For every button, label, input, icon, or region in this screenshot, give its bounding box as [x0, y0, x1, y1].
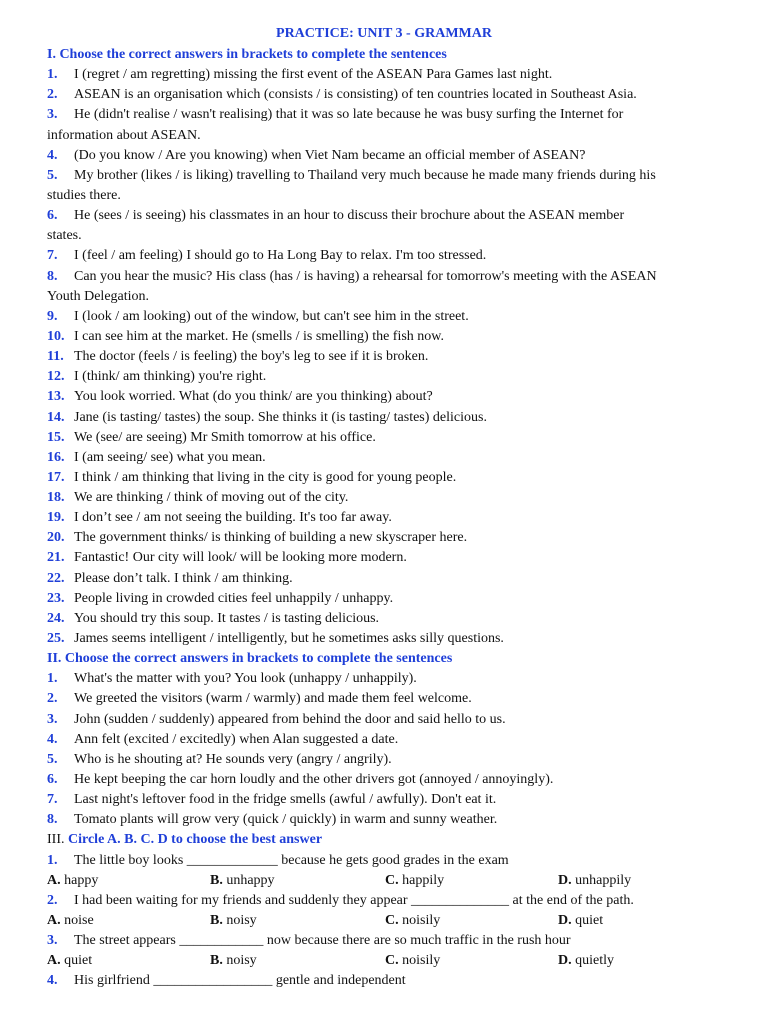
option-text: happily — [398, 873, 445, 888]
section-3-question — [47, 851, 737, 871]
answer-option[interactable] — [558, 871, 631, 891]
question-text-continued: studies there. — [47, 188, 121, 203]
section-heading-text: Circle A. B. C. D to choose the best answer — [68, 832, 323, 847]
section-2-question — [47, 669, 737, 689]
question-number: 17. — [47, 470, 65, 485]
section-2-question — [47, 710, 737, 730]
question-text: He (didn't realise / wasn't realising) that it was so late because he was busy surfing the Internet for — [74, 107, 624, 122]
question-number: 8. — [47, 269, 58, 284]
question-text: Who is he shouting at? He sounds very (angry / angrily). — [74, 752, 392, 767]
question-number: 13. — [47, 389, 65, 404]
section-1-question — [47, 347, 737, 367]
question-text: I don’t see / am not seeing the building. It's too far away. — [74, 510, 392, 525]
option-text: noise — [60, 913, 94, 928]
question-text: Jane (is tasting/ tastes) the soup. She thinks it (is tasting/ tastes) delicious. — [74, 410, 487, 425]
question-text: I (feel / am feeling) I should go to Ha Long Bay to relax. I'm too stressed. — [74, 248, 487, 263]
answer-option[interactable] — [47, 871, 98, 891]
question-text: I (think/ am thinking) you're right. — [74, 369, 267, 384]
question-number: 25. — [47, 631, 65, 646]
section-heading-text: II. Choose the correct answers in brackets to complete the sentences — [47, 651, 453, 666]
section-1-question — [47, 589, 737, 609]
answer-option[interactable] — [210, 911, 257, 931]
question-text: The little boy looks _____________ because he gets good grades in the exam — [74, 853, 509, 868]
question-number: 2. — [47, 87, 58, 102]
section-1-question — [47, 609, 737, 629]
section-2-question — [47, 689, 737, 709]
question-number: 24. — [47, 611, 65, 626]
question-text: The street appears ____________ now because there are so much traffic in the rush hour — [74, 933, 571, 948]
option-text: noisily — [398, 953, 441, 968]
option-letter: A. — [47, 913, 61, 928]
option-letter: A. — [47, 953, 61, 968]
section-3-question — [47, 891, 737, 911]
section-1-question — [47, 327, 737, 347]
answer-option[interactable] — [210, 951, 257, 971]
question-text: Can you hear the music? His class (has / is having) a rehearsal for tomorrow's meeting with the ASEAN — [74, 269, 657, 284]
option-letter: C. — [385, 913, 399, 928]
question-text: I (am seeing/ see) what you mean. — [74, 450, 266, 465]
section-1-question — [47, 367, 737, 387]
question-text: I can see him at the market. He (smells / is smelling) the fish now. — [74, 329, 445, 344]
question-text: You should try this soup. It tastes / is tasting delicious. — [74, 611, 380, 626]
question-text-continued: information about ASEAN. — [47, 128, 201, 143]
option-text: unhappily — [571, 873, 632, 888]
question-number: 7. — [47, 792, 58, 807]
option-text: unhappy — [222, 873, 275, 888]
question-text: His girlfriend _________________ gentle and independent — [74, 973, 406, 988]
answer-options — [47, 911, 737, 931]
section-2-question — [47, 750, 737, 770]
question-number: 18. — [47, 490, 65, 505]
question-number: 2. — [47, 893, 58, 908]
question-number: 3. — [47, 933, 58, 948]
question-text: I had been waiting for my friends and suddenly they appear ______________ at the end of the path. — [74, 893, 634, 908]
question-number: 16. — [47, 450, 65, 465]
answer-option[interactable] — [558, 951, 614, 971]
question-number: 14. — [47, 410, 65, 425]
question-number: 20. — [47, 530, 65, 545]
section-1-question — [47, 267, 737, 287]
question-number: 23. — [47, 591, 65, 606]
option-text: noisy — [222, 953, 257, 968]
answer-option[interactable] — [47, 951, 92, 971]
option-letter: D. — [558, 953, 572, 968]
question-number: 9. — [47, 309, 58, 324]
question-number: 4. — [47, 973, 58, 988]
section-1-question — [47, 105, 737, 125]
question-text: Last night's leftover food in the fridge smells (awful / awfully). Don't eat it. — [74, 792, 497, 807]
section-1-question — [47, 65, 737, 85]
option-letter: C. — [385, 953, 399, 968]
question-text: We greeted the visitors (warm / warmly) and made them feel welcome. — [74, 691, 472, 706]
answer-option[interactable] — [385, 951, 440, 971]
question-text-continued: Youth Delegation. — [47, 289, 150, 304]
question-number: 21. — [47, 550, 65, 565]
section-1-question — [47, 508, 737, 528]
question-number: 12. — [47, 369, 65, 384]
section-1-question — [47, 528, 737, 548]
question-text: You look worried. What (do you think/ are you thinking) about? — [74, 389, 433, 404]
section-1-question — [47, 548, 737, 568]
question-text: He kept beeping the car horn loudly and the other drivers got (annoyed / annoyingly). — [74, 772, 554, 787]
question-text: James seems intelligent / intelligently, but he sometimes asks silly questions. — [74, 631, 504, 646]
question-text: (Do you know / Are you knowing) when Viet Nam became an official member of ASEAN? — [74, 148, 586, 163]
question-text: We (see/ are seeing) Mr Smith tomorrow at his office. — [74, 430, 376, 445]
option-text: noisy — [222, 913, 257, 928]
question-text: Please don’t talk. I think / am thinking. — [74, 571, 293, 586]
section-heading-text: I. Choose the correct answers in brackets to complete the sentences — [47, 47, 447, 62]
answer-option[interactable] — [385, 911, 440, 931]
answer-option[interactable] — [385, 871, 444, 891]
section-1-question — [47, 166, 737, 186]
question-number: 19. — [47, 510, 65, 525]
section-2-question — [47, 770, 737, 790]
section-2-question — [47, 810, 737, 830]
answer-options — [47, 871, 737, 891]
section-1-question — [47, 246, 737, 266]
question-number: 6. — [47, 772, 58, 787]
question-text: Fantastic! Our city will look/ will be looking more modern. — [74, 550, 407, 565]
section-3-heading — [47, 830, 737, 850]
section-1-question — [47, 408, 737, 428]
option-letter: B. — [210, 953, 223, 968]
question-text: The government thinks/ is thinking of building a new skyscraper here. — [74, 530, 468, 545]
section-1-question — [47, 387, 737, 407]
section-1-question — [47, 569, 737, 589]
question-number: 1. — [47, 853, 58, 868]
answer-option[interactable] — [210, 871, 275, 891]
question-number: 8. — [47, 812, 58, 827]
section-2-question — [47, 730, 737, 750]
option-text: happy — [60, 873, 99, 888]
question-number: 3. — [47, 712, 58, 727]
question-text-continued: states. — [47, 228, 82, 243]
section-1-question — [47, 206, 737, 226]
answer-option[interactable] — [558, 911, 603, 931]
section-1-question — [47, 85, 737, 105]
question-number: 3. — [47, 107, 58, 122]
question-number: 1. — [47, 671, 58, 686]
question-number: 5. — [47, 168, 58, 183]
option-letter: D. — [558, 873, 572, 888]
question-number: 2. — [47, 691, 58, 706]
section-1-question — [47, 468, 737, 488]
question-text: He (sees / is seeing) his classmates in an hour to discuss their brochure about the ASEAN member — [74, 208, 625, 223]
section-1-question — [47, 448, 737, 468]
answer-option[interactable] — [47, 911, 94, 931]
section-1-question — [47, 488, 737, 508]
option-letter: C. — [385, 873, 399, 888]
section-1-question — [47, 428, 737, 448]
question-number: 15. — [47, 430, 65, 445]
question-text: ASEAN is an organisation which (consists / is consisting) of ten countries located in Southeast Asia. — [74, 87, 637, 102]
question-number: 11. — [47, 349, 64, 364]
question-number: 1. — [47, 67, 58, 82]
option-text: quiet — [60, 953, 93, 968]
question-text: I think / am thinking that living in the city is good for young people. — [74, 470, 457, 485]
option-letter: B. — [210, 913, 223, 928]
question-text: The doctor (feels / is feeling) the boy's leg to see if it is broken. — [74, 349, 429, 364]
section-3-question — [47, 931, 737, 951]
question-text: Ann felt (excited / excitedly) when Alan suggested a date. — [74, 732, 399, 747]
page-title: PRACTICE: UNIT 3 - GRAMMAR — [276, 26, 492, 41]
question-number: 10. — [47, 329, 65, 344]
question-number: 4. — [47, 732, 58, 747]
question-text: I (regret / am regretting) missing the first event of the ASEAN Para Games last night. — [74, 67, 553, 82]
answer-options — [47, 951, 737, 971]
question-text: My brother (likes / is liking) travelling to Thailand very much because he made many friends during his — [74, 168, 656, 183]
question-number: 5. — [47, 752, 58, 767]
option-letter: D. — [558, 913, 572, 928]
section-3-question — [47, 971, 737, 991]
section-2-question — [47, 790, 737, 810]
option-text: noisily — [398, 913, 441, 928]
question-text: I (look / am looking) out of the window, but can't see him in the street. — [74, 309, 469, 324]
option-text: quiet — [571, 913, 604, 928]
section-1-heading — [47, 45, 737, 65]
option-letter: A. — [47, 873, 61, 888]
option-text: quietly — [571, 953, 615, 968]
section-1-question — [47, 629, 737, 649]
section-2-heading — [47, 649, 737, 669]
question-number: 22. — [47, 571, 65, 586]
question-number: 6. — [47, 208, 58, 223]
section-heading-prefix: III. — [47, 832, 68, 847]
question-number: 7. — [47, 248, 58, 263]
section-1-question — [47, 146, 737, 166]
section-1-question — [47, 307, 737, 327]
option-letter: B. — [210, 873, 223, 888]
question-text: John (sudden / suddenly) appeared from behind the door and said hello to us. — [74, 712, 506, 727]
question-text: What's the matter with you? You look (unhappy / unhappily). — [74, 671, 417, 686]
question-text: Tomato plants will grow very (quick / quickly) in warm and sunny weather. — [74, 812, 498, 827]
question-number: 4. — [47, 148, 58, 163]
question-text: People living in crowded cities feel unhappily / unhappy. — [74, 591, 394, 606]
question-text: We are thinking / think of moving out of the city. — [74, 490, 349, 505]
